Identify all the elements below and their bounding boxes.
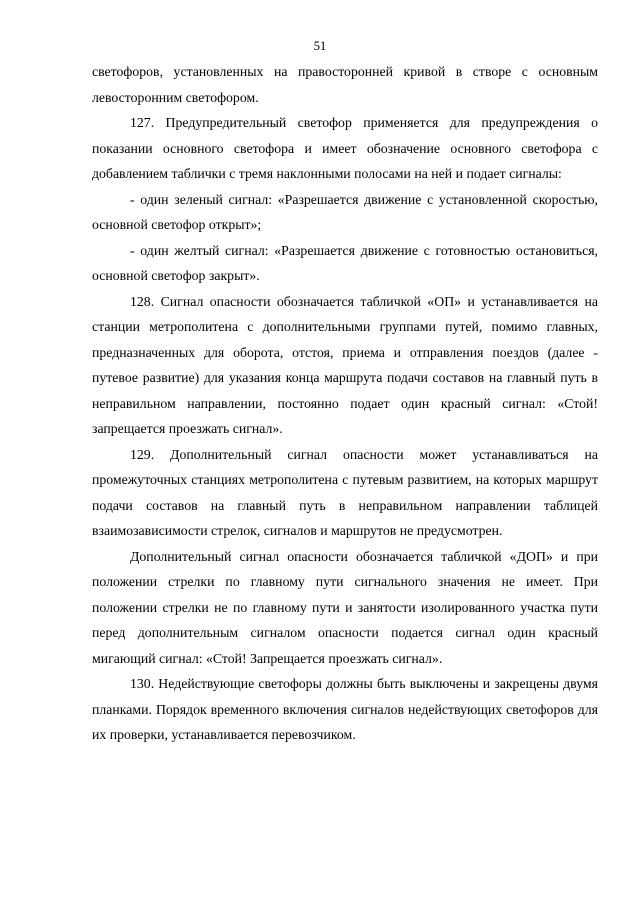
paragraph-127: 127. Предупредительный светофор применяется для предупреждения о показании основного светофора и имеет обозначение основного светофора с добавлением таблички с тремя наклонными полосами на ней и подает сигналы: [92,115,598,181]
list-item-yellow-signal: - один желтый сигнал: «Разрешается движение с готовностью остановиться, основной светофор закрыт». [92,242,598,283]
paragraph-128: 128. Сигнал опасности обозначается табличкой «ОП» и устанавливается на станции метрополитена с дополнительными группами путей, помимо главных, предназначенных для оборота, отстоя, приема и отправления поездов (далее - путевое развитие) для указания конца маршрута подачи составов на главный путь в неправильном направлении, постоянно подает один красный сигнал: «Стой! запрещается проезжать сигнал». [92,293,598,436]
paragraph-continuation: светофоров, установленных на правосторонней кривой в створе с основным левосторонним светофором. [92,64,598,105]
paragraph-dop-signal: Дополнительный сигнал опасности обозначается табличкой «ДОП» и при положении стрелки по главному пути сигнального значения не имеет. При положении стрелки не по главному пути и занятости изолированного участка пути перед дополнительным сигналом опасности подается сигнал один красный мигающий сигнал: «Стой! Запрещается проезжать сигнал». [92,548,598,666]
paragraph-130: 130. Недействующие светофоры должны быть выключены и закрещены двумя планками. Порядок временного включения сигналов недействующих светофоров для их проверки, устанавливается перевозчиком. [92,676,598,742]
document-body [92,59,598,748]
page-number: 51 [313,39,327,53]
list-item-green-signal: - один зеленый сигнал: «Разрешается движение с установленной скоростью, основной светофор открыт»; [92,191,598,232]
paragraph-129: 129. Дополнительный сигнал опасности может устанавливаться на промежуточных станциях метрополитена с путевым развитием, на которых маршрут подачи составов на главный путь в неправильном направлении таблицей взаимозависимости стрелок, сигналов и маршрутов не предусмотрен. [92,446,598,538]
